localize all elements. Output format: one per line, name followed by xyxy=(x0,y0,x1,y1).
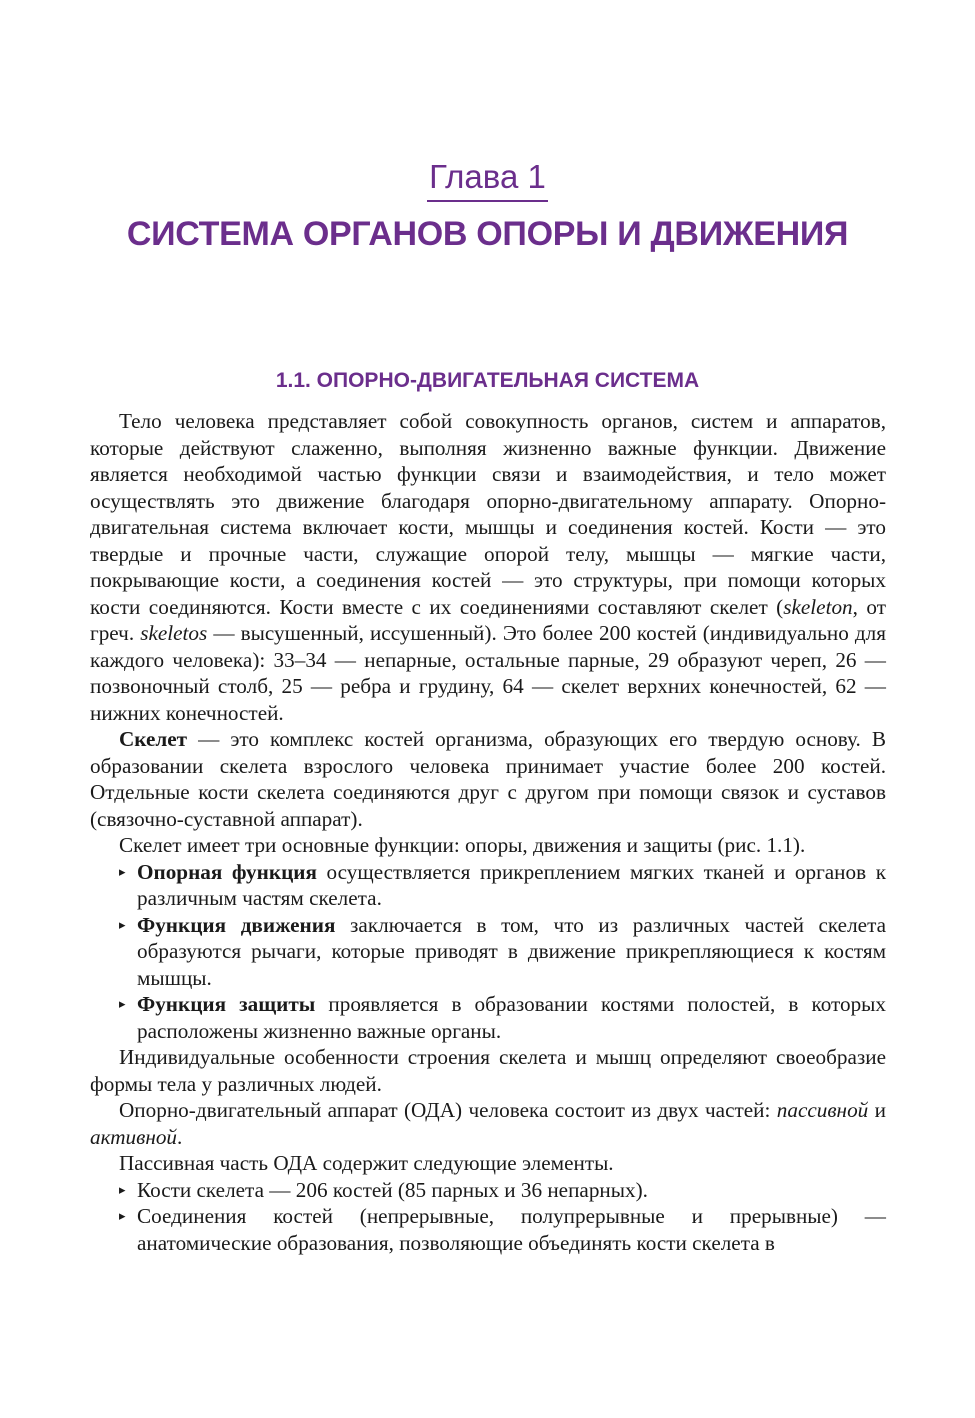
latin-term: skeleton xyxy=(783,594,853,619)
bold-term: Функция движения xyxy=(137,912,336,937)
bullet-arrow-icon: ▸ xyxy=(119,1208,126,1223)
bold-term: Скелет xyxy=(119,727,188,751)
paragraph-text: и xyxy=(868,1098,886,1122)
chapter-number: Глава 1 xyxy=(427,158,548,202)
bold-term: Опорная функция xyxy=(137,859,317,884)
body-text xyxy=(90,408,886,1256)
italic-term: пассивной xyxy=(776,1098,869,1122)
paragraph-text: . xyxy=(177,1124,183,1149)
paragraph-passive-part: Пассивная часть ОДА содержит следующие элементы. xyxy=(119,1151,614,1175)
paragraph-skeleton-definition xyxy=(90,726,886,832)
list-item-text: осуществляется прикреплением мягких тканей и органов к различным частям скелета. xyxy=(137,859,886,910)
paragraph-intro xyxy=(90,408,886,726)
section-title: 1.1. ОПОРНО-ДВИГАТЕЛЬНАЯ СИСТЕМА xyxy=(275,369,700,392)
elements-list xyxy=(90,1177,886,1257)
list-item xyxy=(90,1203,886,1256)
list-item-text: Кости скелета — 206 костей (85 парных и 36 непарных). xyxy=(137,1177,648,1202)
paragraph-text: Опорно-двигательный аппарат (ОДА) человека состоит из двух частей: xyxy=(119,1098,777,1122)
paragraph-oda-parts xyxy=(90,1097,886,1150)
functions-list xyxy=(90,859,886,1045)
bullet-arrow-icon: ▸ xyxy=(119,996,126,1011)
chapter-title: СИСТЕМА ОРГАНОВ ОПОРЫ И ДВИЖЕНИЯ xyxy=(126,215,849,253)
bold-term: Функция защиты xyxy=(137,992,316,1016)
paragraph-individual-features: Индивидуальные особенности строения скелета и мышц определяют своеобразие формы тела у различных людей. xyxy=(90,1045,886,1096)
list-item-text: заключается в том, что из различных частей скелета образуются рычаги, которые приводят в движение прикрепляющиеся к костям мышцы. xyxy=(137,912,886,990)
paragraph-text: Тело человека представляет собой совокупность органов, систем и аппаратов, которые действуют слаженно, выполняя жизненно важные функции. Движение является необходимой частью функции связи и взаимодействия, и тело может осуществлять это движение благодаря опорно-двигательному аппарату. Опорно-двигательная система включает кости, мышцы и соединения костей. Кости — это твердые и прочные части, служащие опорой телу, мышцы — мягкие части, покрывающие кости, а соединения костей — это структуры, при помощи которых кости соединяются. Кости вместе с их соединениями составляют скелет ( xyxy=(90,409,886,619)
list-item xyxy=(90,859,886,912)
greek-term: skeletos xyxy=(140,621,208,645)
paragraph-text: , от греч. xyxy=(90,594,886,645)
chapter-label xyxy=(0,158,975,202)
paragraph-text: — высушенный, иссушенный). Это более 200 костей (индивидуально для каждого человека): 33–34 — непарные, остальные парные, 29 образуют череп, 26 — позвоночный столб, 25 — ребра и грудину, 64 — скелет верхних конечностей, 62 — нижних конечностей. xyxy=(90,621,886,725)
italic-term: активной xyxy=(90,1124,178,1149)
list-item xyxy=(90,1177,886,1204)
paragraph-text: — это комплекс костей организма, образующих его твердую основу. В образовании скелета взрослого человека принимает участие более 200 костей. Отдельные кости скелета соединяются друг с другом при помощи связок и суставов (связочно-суставной аппарат). xyxy=(90,727,886,831)
bullet-arrow-icon: ▸ xyxy=(119,863,126,879)
list-item xyxy=(90,912,886,992)
paragraph-functions-intro: Скелет имеет три основные функции: опоры, движения и защиты (рис. 1.1). xyxy=(119,833,806,857)
list-item-text: Соединения костей (непрерывные, полупрерывные и прерывные) — анатомические образования, позволяющие объединять кости скелета в xyxy=(137,1204,886,1255)
list-item-text: проявляется в образовании костями полостей, в которых расположены жизненно важные органы. xyxy=(137,992,886,1043)
bullet-arrow-icon: ▸ xyxy=(119,1181,126,1197)
bullet-arrow-icon: ▸ xyxy=(119,916,126,932)
list-item xyxy=(90,991,886,1044)
